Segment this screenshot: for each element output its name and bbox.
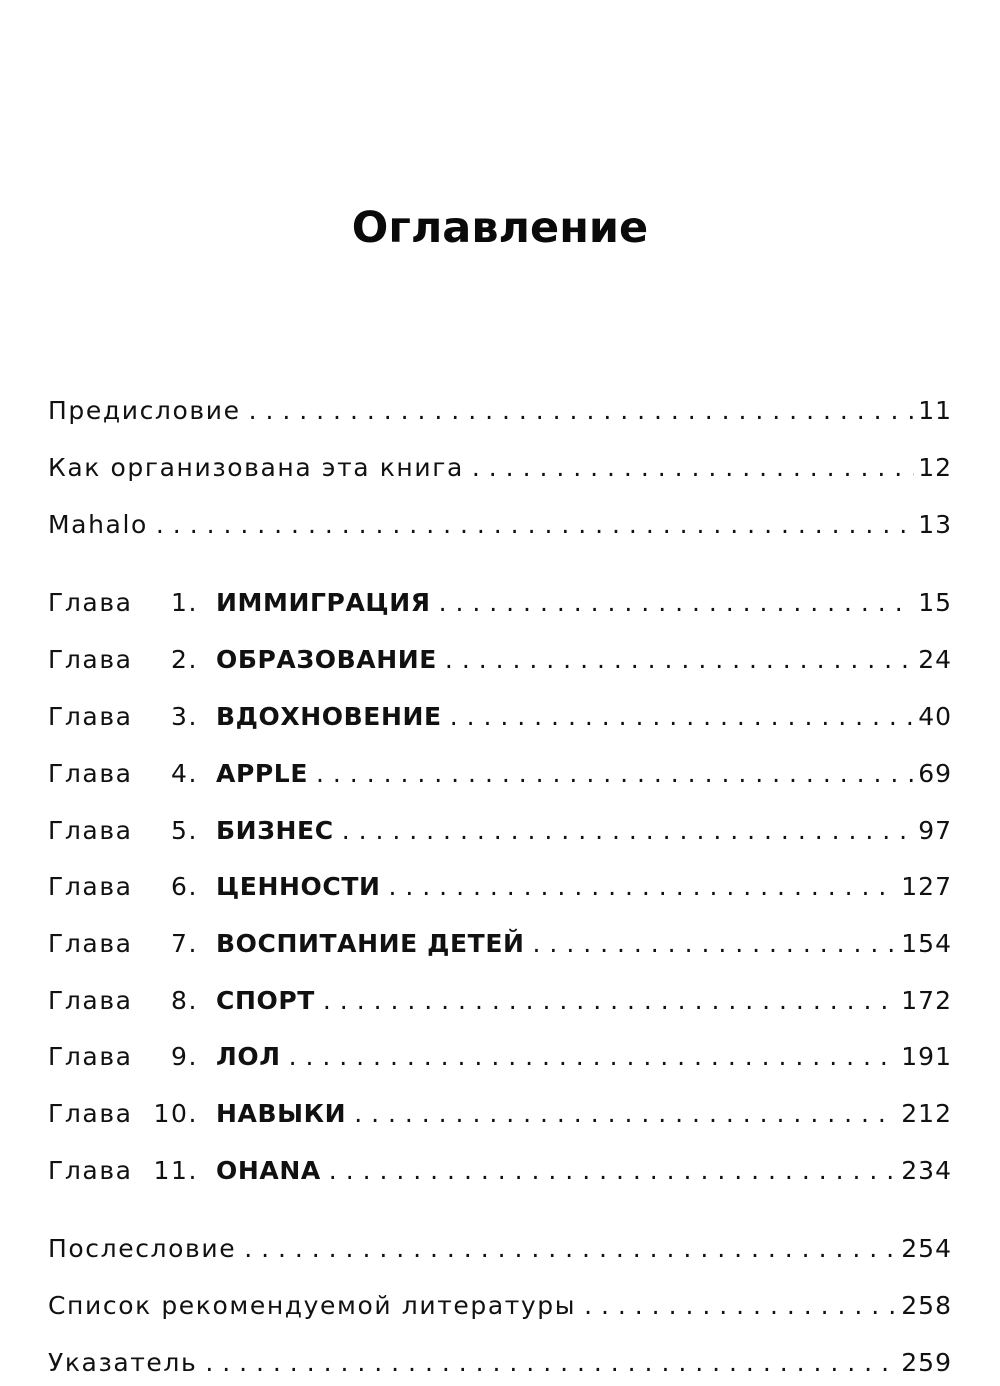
chapter-title: НАВЫКИ <box>216 1099 347 1128</box>
dot-leader <box>389 870 898 904</box>
toc-page-number: 259 <box>897 1346 952 1380</box>
chapter-title: ИММИГРАЦИЯ <box>216 588 431 617</box>
toc-page-number: 40 <box>914 700 952 734</box>
dot-leader <box>439 586 915 620</box>
toc-page-number: 15 <box>914 586 952 620</box>
toc-entry-chapter[interactable] <box>48 1034 952 1074</box>
chapter-word: Глава <box>48 1042 133 1071</box>
dot-leader <box>205 1346 897 1380</box>
toc-entry-chapter[interactable] <box>48 1148 952 1188</box>
dot-leader <box>249 394 915 428</box>
chapter-title: СПОРТ <box>216 986 315 1015</box>
page-title: Оглавление <box>351 203 649 253</box>
toc-page-number: 127 <box>897 870 952 904</box>
toc-entry-title: Предисловие <box>48 394 249 428</box>
chapter-number: 8. <box>170 986 198 1015</box>
dot-leader <box>289 1040 898 1074</box>
chapter-word: Глава <box>48 986 133 1015</box>
toc-page-number: 154 <box>897 927 952 961</box>
toc-entry-back[interactable] <box>48 1226 952 1266</box>
chapter-title: ЛОЛ <box>216 1042 281 1071</box>
toc-entry-front[interactable] <box>48 388 952 428</box>
chapter-title: APPLE <box>216 759 309 788</box>
chapter-word: Глава <box>48 1156 133 1185</box>
dot-leader <box>533 927 898 961</box>
toc-entry-chapter[interactable] <box>48 808 952 848</box>
toc-entry-chapter[interactable] <box>48 864 952 904</box>
chapter-number: 10. <box>153 1099 198 1128</box>
toc-page-number: 97 <box>914 814 952 848</box>
dot-leader <box>316 757 914 791</box>
chapter-title: OHANA <box>216 1156 321 1185</box>
toc-page-number: 11 <box>914 394 952 428</box>
toc-entry-chapter[interactable] <box>48 978 952 1018</box>
toc-page-number: 254 <box>897 1232 952 1266</box>
chapter-title: ЦЕННОСТИ <box>216 872 381 901</box>
toc-entry-title: Указатель <box>48 1346 205 1380</box>
toc-entry-title: Как организована эта книга <box>48 451 472 485</box>
toc-page-number: 258 <box>897 1289 952 1323</box>
chapter-title: ВДОХНОВЕНИЕ <box>216 702 442 731</box>
toc-entry-chapter[interactable] <box>48 751 952 791</box>
chapter-word: Глава <box>48 929 133 958</box>
toc-entry-title: Послесловие <box>48 1232 244 1266</box>
toc-page-number: 24 <box>914 643 952 677</box>
dot-leader <box>445 643 914 677</box>
toc-page-number: 234 <box>897 1154 952 1188</box>
toc-entry-chapter[interactable] <box>48 1091 952 1131</box>
toc-entry-back[interactable] <box>48 1283 952 1323</box>
chapter-number: 1. <box>170 588 198 617</box>
toc-entry-title: Mahalo <box>48 508 156 542</box>
chapter-word: Глава <box>48 702 133 731</box>
chapter-number: 4. <box>170 759 198 788</box>
dot-leader <box>354 1097 897 1131</box>
toc-entry-chapter[interactable] <box>48 694 952 734</box>
toc-page-number: 13 <box>914 508 952 542</box>
chapter-word: Глава <box>48 645 133 674</box>
toc-entry-title: Список рекомендуемой литературы <box>48 1289 584 1323</box>
chapter-title: БИЗНЕС <box>216 816 334 845</box>
toc-page-number: 191 <box>897 1040 952 1074</box>
toc-entry-front[interactable] <box>48 445 952 485</box>
dot-leader <box>244 1232 897 1266</box>
chapter-number: 5. <box>170 816 198 845</box>
chapter-title: ВОСПИТАНИЕ ДЕТЕЙ <box>216 929 525 958</box>
chapter-word: Глава <box>48 1099 133 1128</box>
chapter-number: 2. <box>170 645 198 674</box>
toc-page-number: 12 <box>914 451 952 485</box>
toc-entry-front[interactable] <box>48 502 952 542</box>
chapter-number: 7. <box>170 929 198 958</box>
dot-leader <box>450 700 915 734</box>
toc-entry-back[interactable] <box>48 1340 952 1380</box>
chapter-word: Глава <box>48 759 133 788</box>
dot-leader <box>329 1154 897 1188</box>
dot-leader <box>323 984 897 1018</box>
toc-entry-chapter[interactable] <box>48 921 952 961</box>
toc-page-number: 69 <box>914 757 952 791</box>
chapter-number: 11. <box>153 1156 198 1185</box>
chapter-number: 9. <box>170 1042 198 1071</box>
dot-leader <box>472 451 914 485</box>
toc-page-number: 212 <box>897 1097 952 1131</box>
toc-entry-chapter[interactable] <box>48 580 952 620</box>
chapter-number: 3. <box>170 702 198 731</box>
dot-leader <box>156 508 914 542</box>
chapter-title: ОБРАЗОВАНИЕ <box>216 645 437 674</box>
dot-leader <box>342 814 915 848</box>
toc-entry-chapter[interactable] <box>48 637 952 677</box>
chapter-word: Глава <box>48 816 133 845</box>
toc-page-number: 172 <box>897 984 952 1018</box>
chapter-word: Глава <box>48 588 133 617</box>
dot-leader <box>584 1289 897 1323</box>
chapter-word: Глава <box>48 872 133 901</box>
chapter-number: 6. <box>170 872 198 901</box>
